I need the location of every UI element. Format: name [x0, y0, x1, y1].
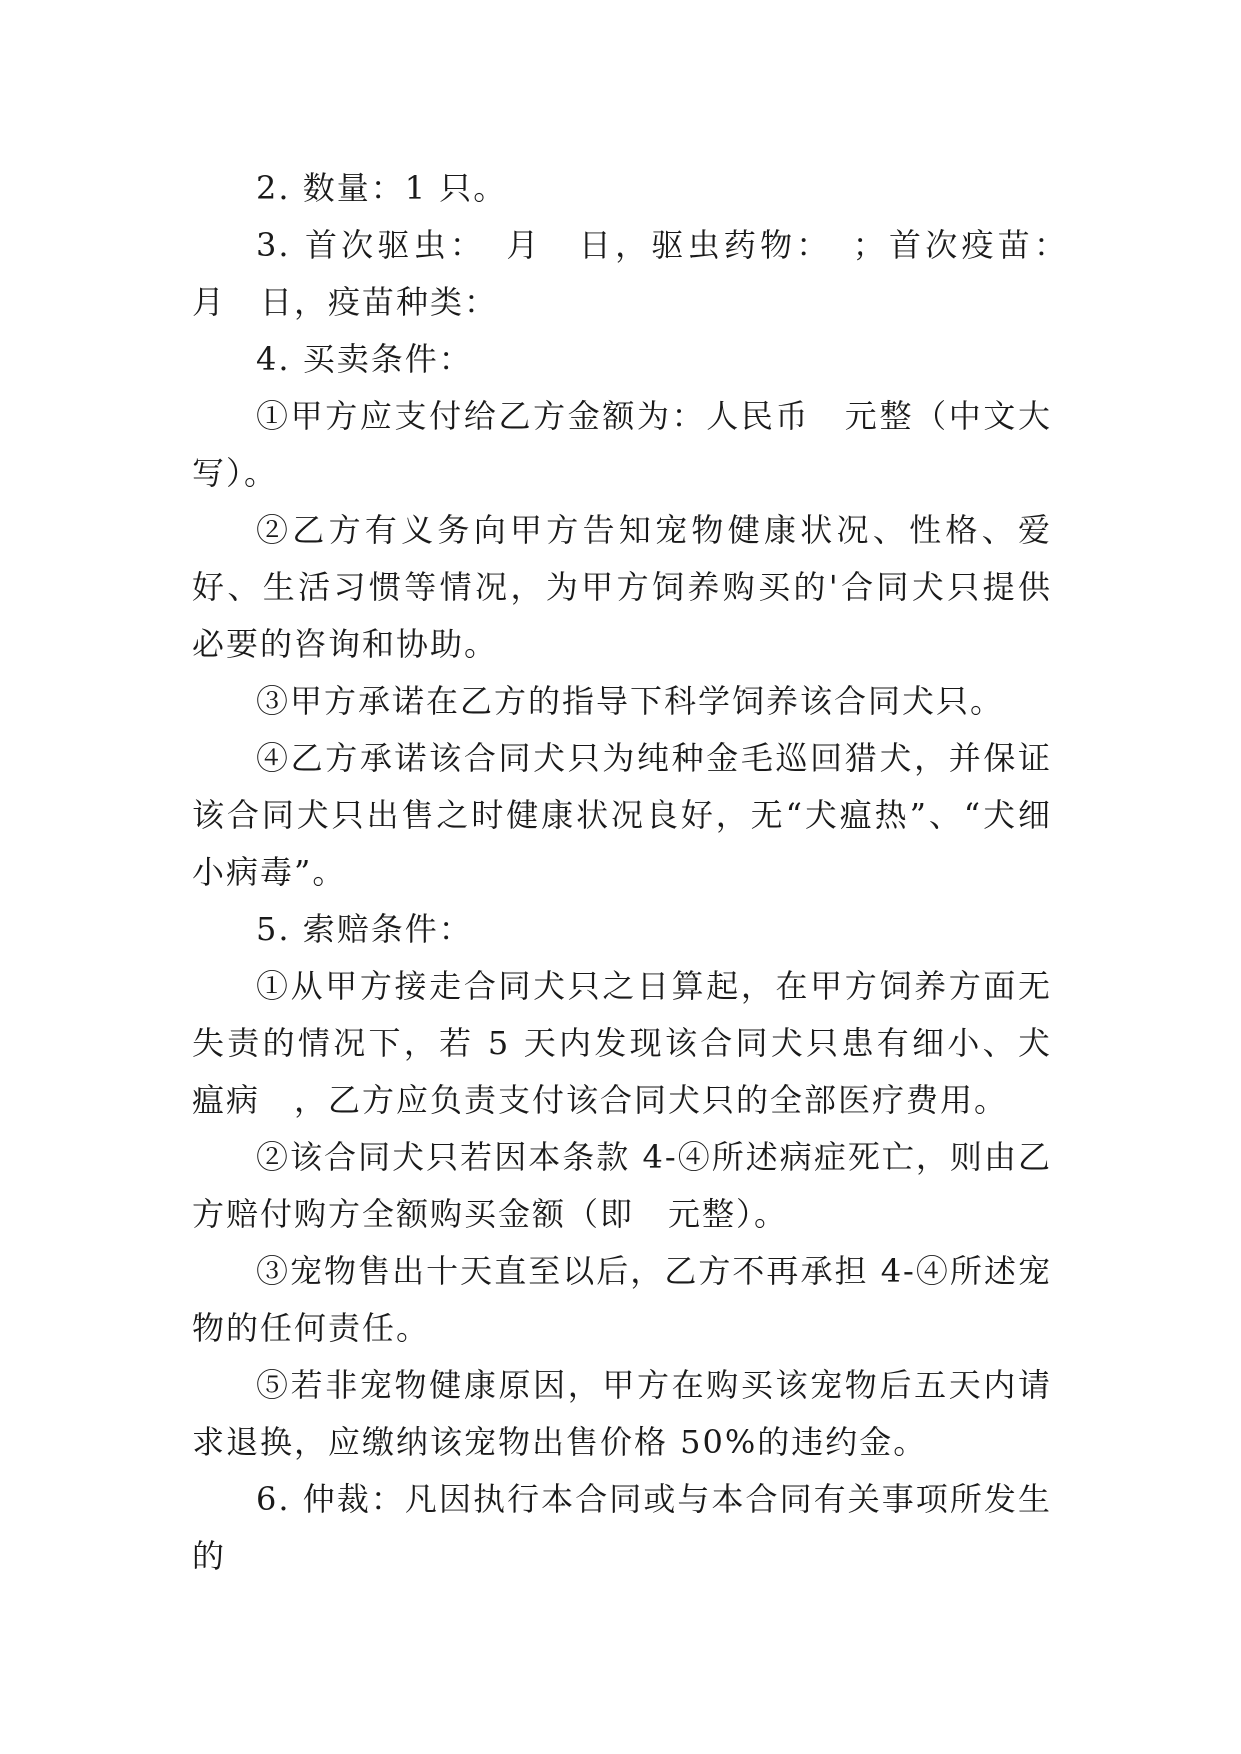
- paragraph-quantity: 2. 数量：1 只。: [256, 169, 508, 207]
- paragraph-claim-conditions-heading: 5. 索赔条件：: [256, 910, 473, 948]
- document-body: [192, 160, 1087, 1585]
- paragraph-deworm-vaccine: 3. 首次驱虫： 月 日，驱虫药物： ；首次疫苗： 月 日，疫苗种类：: [192, 226, 1087, 321]
- paragraph-sale-condition-4: ④乙方承诺该合同犬只为纯种金毛巡回猎犬，并保证该合同犬只出售之时健康状况良好，无“犬瘟热”、“犬细小病毒”。: [192, 739, 1052, 891]
- paragraph-sale-conditions-heading: 4. 买卖条件：: [256, 340, 473, 378]
- paragraph-claim-condition-1: ①从甲方接走合同犬只之日算起，在甲方饲养方面无失责的情况下，若 5 天内发现该合同犬只患有细小、犬瘟病 ，乙方应负责支付该合同犬只的全部医疗费用。: [192, 967, 1052, 1119]
- paragraph-claim-condition-3: ③宠物售出十天直至以后，乙方不再承担 4-④所述宠物的任何责任。: [192, 1252, 1052, 1347]
- paragraph-claim-condition-5: ⑤若非宠物健康原因，甲方在购买该宠物后五天内请求退换，应缴纳该宠物出售价格 50%的违约金。: [192, 1366, 1052, 1461]
- paragraph-sale-condition-1: ①甲方应支付给乙方金额为：人民币 元整（中文大写）。: [192, 397, 1052, 492]
- paragraph-arbitration: 6. 仲裁：凡因执行本合同或与本合同有关事项所发生的: [192, 1480, 1052, 1575]
- paragraph-sale-condition-3: ③甲方承诺在乙方的指导下科学饲养该合同犬只。: [256, 682, 1005, 720]
- paragraph-sale-condition-2: ②乙方有义务向甲方告知宠物健康状况、性格、爱好、生活习惯等情况，为甲方饲养购买的'合同犬只提供必要的咨询和协助。: [192, 511, 1052, 663]
- paragraph-claim-condition-2: ②该合同犬只若因本条款 4-④所述病症死亡，则由乙方赔付购方全额购买金额（即 元整）。: [192, 1138, 1052, 1233]
